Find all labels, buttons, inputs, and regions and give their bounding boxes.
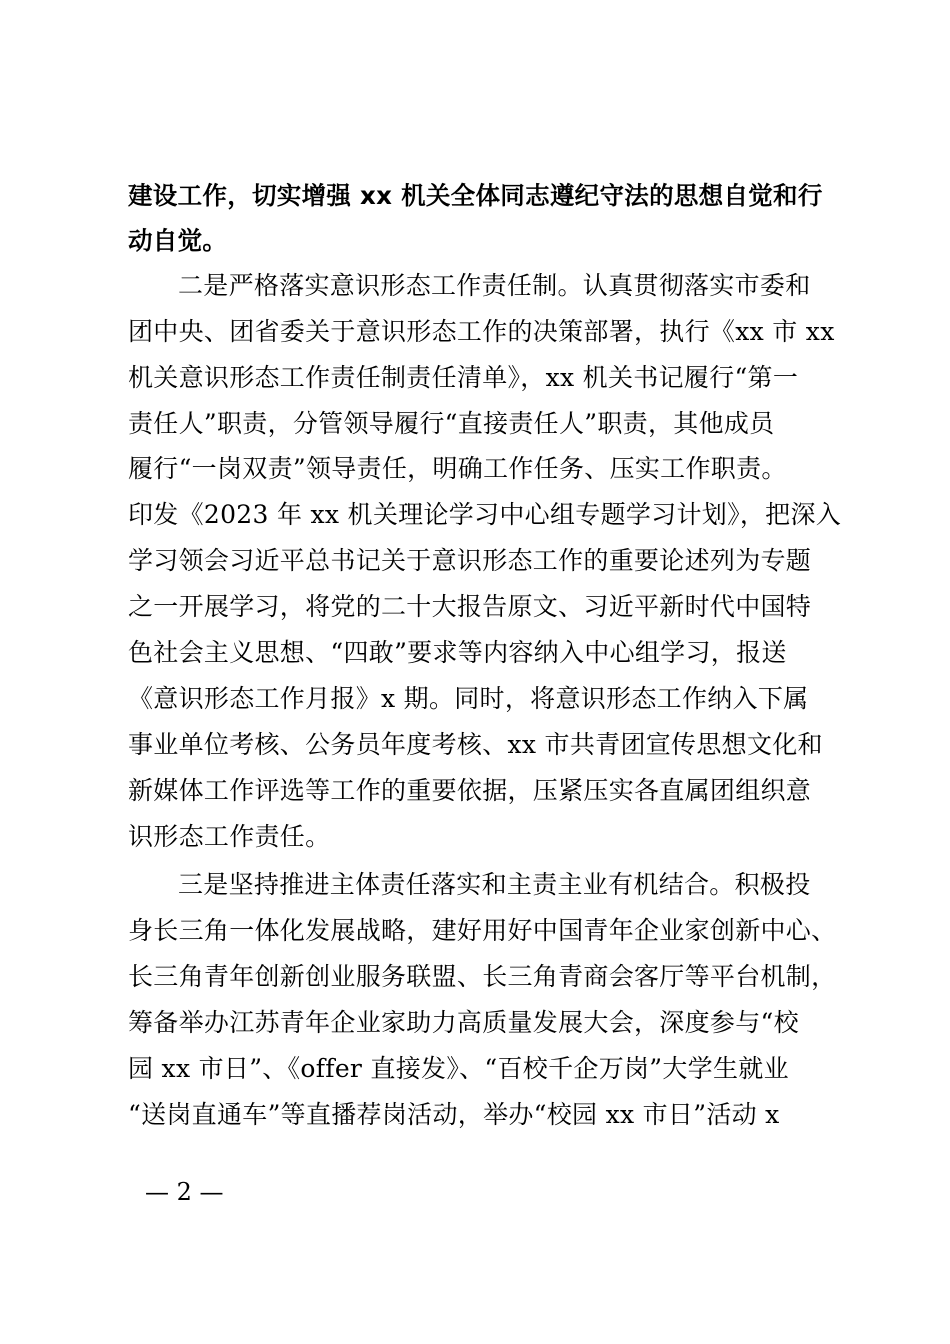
text-line: 机关意识形态工作责任制责任清单》，xx 机关书记履行“第一 xyxy=(128,363,799,392)
paragraph-heading-line: 二是严格落实意识形态工作责任制。认真贯彻落实市委和 xyxy=(178,271,811,300)
text-line: 长三角青年创新创业服务联盟、长三角青商会客厅等平台机制， xyxy=(128,962,837,991)
text-line: 之一开展学习，将党的二十大报告原文、习近平新时代中国特 xyxy=(128,592,812,621)
paragraph-heading-line: 三是坚持推进主体责任落实和主责主业有机结合。积极投 xyxy=(178,870,811,899)
text-line: 事业单位考核、公务员年度考核、xx 市共青团宣传思想文化和 xyxy=(128,730,823,759)
text-line: 责任人”职责，分管领导履行“直接责任人”职责，其他成员 xyxy=(128,409,775,438)
text-line: 《意识形态工作月报》x 期。同时，将意识形态工作纳入下属 xyxy=(128,684,809,713)
text-line: 履行“一岗双责”领导责任，明确工作任务、压实工作职责。 xyxy=(128,454,787,483)
text-line: 筹备举办江苏青年企业家助力高质量发展大会，深度参与“校 xyxy=(128,1008,799,1037)
text-line: 园 xx 市日”、《offer 直接发》、“百校千企万岗”大学生就业 xyxy=(128,1054,789,1083)
text-line: 印发《2023 年 xx 机关理论学习中心组专题学习计划》，把深入 xyxy=(128,500,842,529)
text-line: 身长三角一体化发展战略，建好用好中国青年企业家创新中心、 xyxy=(128,916,837,945)
page-number: — 2 — xyxy=(145,1178,224,1206)
text-line: “送岗直通车”等直播荐岗活动，举办“校园 xx 市日”活动 x xyxy=(128,1100,780,1129)
text-line: 建设工作，切实增强 xx 机关全体同志遵纪守法的思想自觉和行 xyxy=(128,181,823,210)
text-line: 识形态工作责任。 xyxy=(128,822,331,851)
text-line: 团中央、团省委关于意识形态工作的决策部署，执行《xx 市 xx xyxy=(128,317,835,346)
text-line: 新媒体工作评选等工作的重要依据，压紧压实各直属团组织意 xyxy=(128,776,812,805)
text-line: 动自觉。 xyxy=(128,226,228,255)
text-line: 色社会主义思想、“四敢”要求等内容纳入中心组学习，报送 xyxy=(128,638,787,667)
text-line: 学习领会习近平总书记关于意识形态工作的重要论述列为专题 xyxy=(128,546,812,575)
